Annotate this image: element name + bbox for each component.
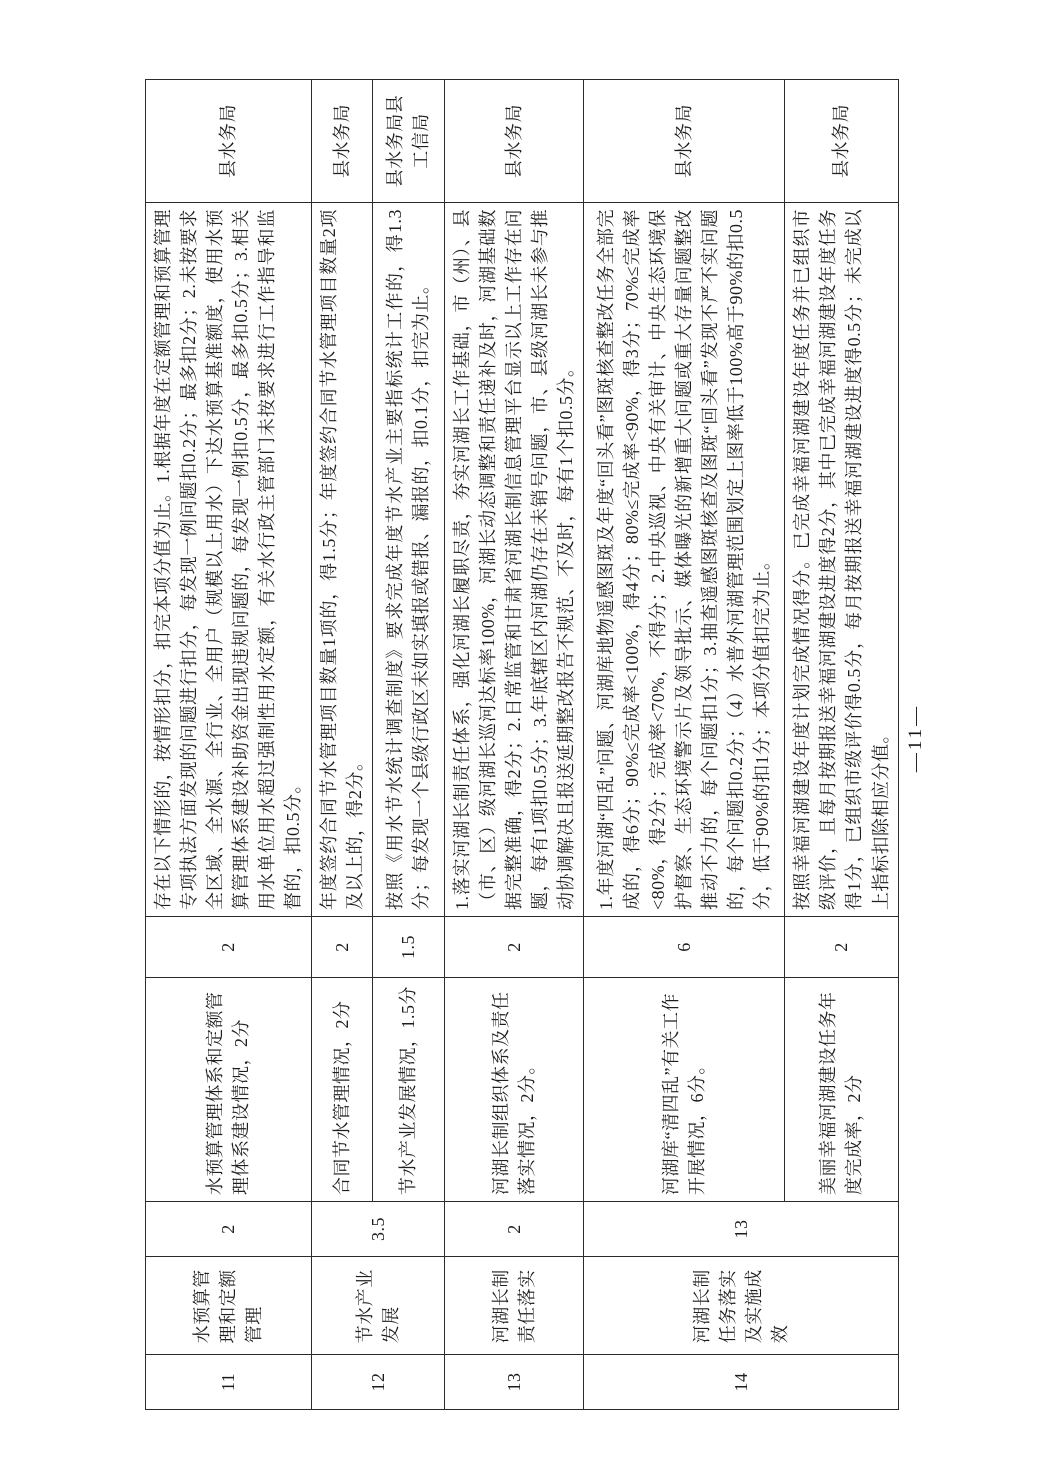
cell-serial-13: 13 [444,1355,583,1410]
cell-point-11: 水预算管理体系和定额管理体系建设情况，2分 [146,978,312,1202]
cell-point-12b: 节水产业发展情况，1.5分 [372,978,444,1202]
unit-text: 县水务局 [331,104,352,178]
table-row [444,80,583,1410]
cell-unit-12a [311,80,372,203]
unit-text: 县水务局 [674,104,695,178]
cell-point-14a: 河湖库“清四乱”有关工作开展情况，6分。 [584,978,785,1202]
table-row [311,80,372,1410]
category-text: 水预算管理和定额管理 [192,1269,265,1344]
cell-point-score-12b: 1.5 [372,917,444,978]
category-text: 河湖长制任务落实及实施成效 [691,1269,790,1344]
cell-category-score-14: 13 [584,1202,898,1257]
cell-criteria-14a: 1.年度河湖“四乱”问题、河湖库地物遥感图斑及年度“回头看”图斑核查整改任务全部完成的，得6分；90%≤完成率<100%，得4分；80%≤完成率<90%，得3分；70%≤完成率<80%，得2分；完成率<70%，不得分；2.中央巡视、中央有关审计、中央生态环境保护督察、生态环境警示片及领导批示、媒体曝光的新增重大问题或重大存量问题整改推动不力的，每个问题扣1分；3.抽查遥感图斑核查及图斑“回头看”发现不严不实问题的，每个问题扣0.2分；（4）水普外河湖管理范围划定上图率低于100%高于90%的扣0.5分，低于90%的扣1分；本项分值扣完为止。 [584,203,785,917]
unit-text: 县水务局 [503,104,524,178]
cell-criteria-12b: 按照《用水节水统计调查制度》要求完成年度节水产业主要指标统计工作的，得1.3分；每发现一个县级行政区未如实填报或错报、漏报的，扣0.1分，扣完为止。 [372,203,444,917]
cell-category-11 [146,1257,312,1355]
cell-category-score-12: 3.5 [311,1202,444,1257]
category-text: 节水产业发展 [354,1269,401,1344]
table-row [146,80,312,1410]
cell-category-14 [584,1257,898,1355]
cell-category-13 [444,1257,583,1355]
cell-unit-14b [785,80,898,203]
cell-point-score-12a: 2 [311,917,372,978]
unit-text: 县水务局县工信局 [385,94,432,188]
cell-unit-12b [372,80,444,203]
table-row [584,80,785,1410]
cell-unit-14a [584,80,785,203]
cell-point-12a: 合同节水管理情况，2分 [311,978,372,1202]
cell-criteria-14b: 按照幸福河湖建设年度计划完成情况得分。已完成幸福河湖建设年度任务并已组织市级评价，且每月按期报送幸福河湖建设进度得2分，其中已完成幸福河湖建设年度任务得1分，已组织市级评价得0.5分，每月按期报送幸福河湖建设进度得0.5分；未完成以上指标扣除相应分值。 [785,203,898,917]
cell-criteria-11: 存在以下情形的，按情形扣分，扣完本项分值为止。1.根据年度在定额管理和预算管理专项执法方面发现的问题进行扣分，每发现一例问题扣0.2分；最多扣2分；2.未按要求全区域、全水源、全行业、全用户（规模以上用水）下达水预算基准额度，使用水预算管理体系建设补助资金出现违规问题的，每发现一例扣0.5分，最多扣0.5分；3.相关用水单位用水超过强制性用水定额，有关水行政主管部门未按要求进行工作指导和监督的，扣0.5分。 [146,203,312,917]
cell-criteria-13: 1.落实河湖长制责任体系，强化河湖长履职尽责，夯实河湖长工作基础，市（州）、县（市、区）级河湖长巡河达标率100%，河湖长动态调整和责任递补及时，河湖基础数据完整准确，得2分；2.日常监管和甘肃省河湖长制信息管理平台显示以上工作存在问题，每有1项扣0.5分；3.年底辖区内河湖仍存在未销号问题，市、县级河湖长未参与推动协调解决且报送延期整改报告不规范、不及时，每有1个扣0.5分。 [444,203,583,917]
unit-text: 县水务局 [831,104,852,178]
cell-serial-11: 11 [146,1355,312,1410]
cell-criteria-12a: 年度签约合同节水管理项目数量1项的，得1.5分；年度签约合同节水管理项目数量2项及以上的，得2分。 [311,203,372,917]
unit-text: 县水务局 [218,104,239,178]
cell-category-score-11: 2 [146,1202,312,1257]
cell-point-13: 河湖长制组织体系及责任落实情况，2分。 [444,978,583,1202]
cell-unit-13 [444,80,583,203]
cell-serial-12: 12 [311,1355,444,1410]
cell-point-score-14a: 6 [584,917,785,978]
category-text: 河湖长制责任落实 [490,1269,537,1344]
page-number: —11— [905,703,926,773]
cell-point-score-14b: 2 [785,917,898,978]
cell-point-14b: 美丽幸福河湖建设任务年度完成率，2分 [785,978,898,1202]
cell-category-score-13: 2 [444,1202,583,1257]
cell-unit-11 [146,80,312,203]
assessment-table [145,79,899,1410]
cell-category-12 [311,1257,444,1355]
cell-serial-14: 14 [584,1355,898,1410]
cell-point-score-13: 2 [444,917,583,978]
cell-point-score-11: 2 [146,917,312,978]
